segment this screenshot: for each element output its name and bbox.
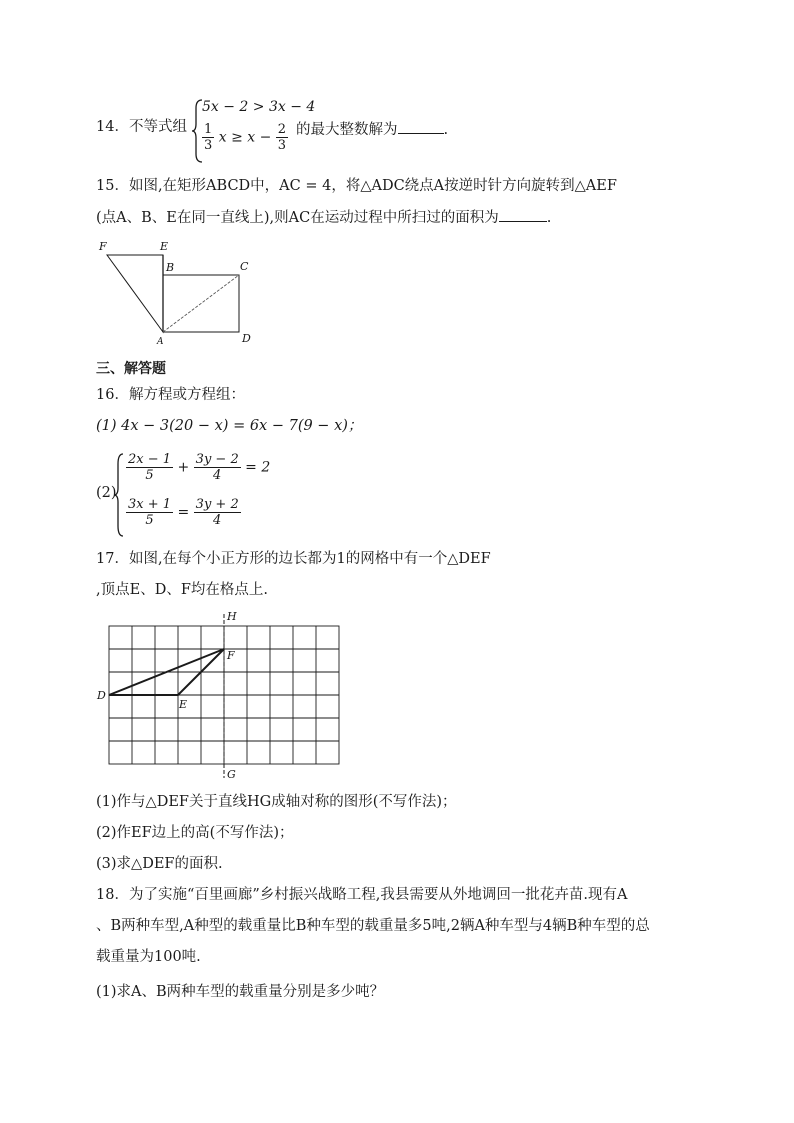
q17-sub1: (1)作与△DEF关于直线HG成轴对称的图形(不写作法)； bbox=[96, 794, 457, 810]
q16-part2-label: (2) bbox=[96, 485, 117, 501]
operator: = bbox=[177, 504, 190, 521]
label-c: C bbox=[240, 260, 249, 273]
answer-blank bbox=[499, 207, 547, 222]
q18-line2: 、B两种车型,A种型的载重量比B种车型的载重量多5吨,2辆A种车型与4辆B种车型的总 bbox=[96, 918, 650, 934]
frac-denominator: 4 bbox=[213, 468, 222, 483]
frac-denominator: 3 bbox=[204, 138, 213, 153]
frac-numerator: 3x + 1 bbox=[128, 497, 172, 512]
q17-line1: 17．如图,在每个小正方形的边长都为1的网格中有一个△DEF bbox=[96, 551, 491, 567]
frac-denominator: 5 bbox=[145, 468, 154, 483]
q17-sub3: (3)求△DEF的面积. bbox=[96, 856, 223, 872]
q15-line2-text: (点A、B、E在同一直线上),则AC在运动过程中所扫过的面积为 bbox=[96, 210, 499, 226]
label-f: F bbox=[99, 240, 107, 253]
q16-title: 16．解方程或方程组： bbox=[96, 387, 245, 403]
q16-equation-1 bbox=[126, 452, 270, 483]
q14-number: 14．不等式组 bbox=[96, 119, 187, 135]
frac-numerator: 2 bbox=[277, 122, 287, 137]
frac-numerator: 1 bbox=[204, 122, 213, 137]
label-e: E bbox=[179, 698, 188, 711]
frac-denominator: 4 bbox=[213, 513, 222, 528]
operator: + bbox=[177, 459, 190, 476]
label-b: B bbox=[166, 261, 175, 274]
label-d: D bbox=[242, 332, 251, 345]
grid-triangle-figure bbox=[94, 606, 344, 784]
rectangle-rotation-figure bbox=[94, 236, 264, 348]
label-e: E bbox=[160, 240, 169, 253]
frac-denominator: 5 bbox=[145, 513, 154, 528]
q15-line1: 15．如图,在矩形ABCD中，AC = 4，将△ADC绕点A按逆时针方向旋转到△AEF bbox=[96, 178, 617, 194]
q15-line2: (点A、B、E在同一直线上),则AC在运动过程中所扫过的面积为 . bbox=[96, 207, 551, 228]
q14-tail: 的最大整数解为 . bbox=[296, 119, 448, 140]
frac-numerator: 2x − 1 bbox=[128, 452, 172, 467]
label-g: G bbox=[227, 768, 236, 781]
frac-numerator: 3y − 2 bbox=[195, 452, 239, 467]
q18-sub1: (1)求A、B两种车型的载重量分别是多少吨？ bbox=[96, 984, 385, 1000]
q14-inequality-1: 5x − 2 > 3x − 4 bbox=[202, 99, 316, 115]
q18-line3: 载重量为100吨. bbox=[96, 949, 201, 965]
label-d: D bbox=[97, 689, 106, 702]
q17-line2: ,顶点E、D、F均在格点上. bbox=[96, 582, 268, 598]
q16-brace-icon bbox=[113, 452, 125, 538]
section-heading: 三、解答题 bbox=[96, 361, 166, 377]
answer-blank bbox=[398, 119, 444, 134]
q14-inequality-2 bbox=[202, 122, 288, 153]
q16-equation-2 bbox=[126, 497, 241, 528]
frac-denominator: 3 bbox=[277, 138, 287, 153]
q14-tail-text: 的最大整数解为 bbox=[296, 122, 398, 138]
q17-sub2: (2)作EF边上的高(不写作法)； bbox=[96, 825, 294, 841]
q16-part1: (1) 4x − 3(20 − x) = 6x − 7(9 − x)； bbox=[96, 418, 363, 434]
label-f: F bbox=[227, 649, 235, 662]
label-a: A bbox=[157, 337, 164, 347]
q14-ineq-mid: x ≥ x − bbox=[218, 129, 272, 146]
label-h: H bbox=[227, 610, 237, 623]
rhs: = 2 bbox=[245, 459, 271, 476]
q18-line1: 18．为了实施“百里画廊”乡村振兴战略工程,我县需要从外地调回一批花卉苗.现有A bbox=[96, 887, 628, 903]
frac-numerator: 3y + 2 bbox=[195, 497, 239, 512]
